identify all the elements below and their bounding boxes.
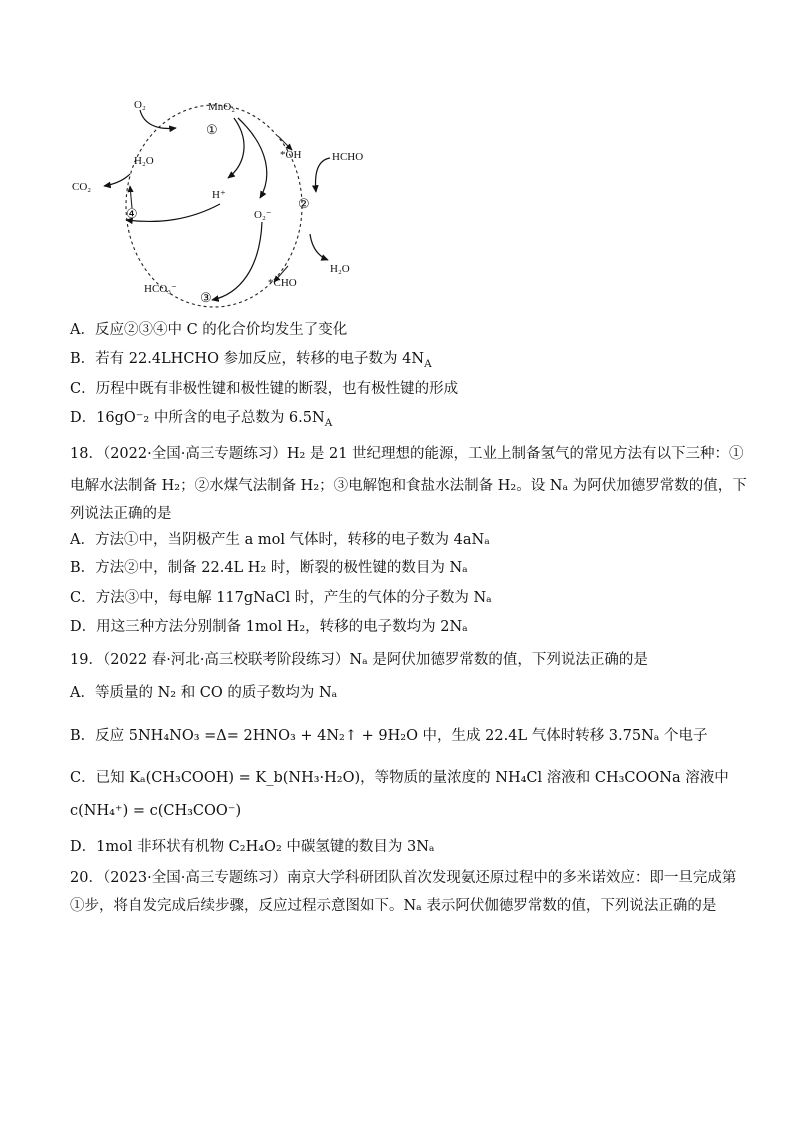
q17-option-d bbox=[70, 408, 332, 428]
q19-option-c-line1: C．已知 Kₐ(CH₃COOH) = K_b(NH₃·H₂O)，等物质的量浓度的 NH₄Cl 溶液和 CH₃COONa 溶液中 bbox=[70, 770, 729, 786]
arrow-o2minus-to-hco3 bbox=[212, 222, 262, 300]
arrow-hplus-to-left bbox=[126, 204, 220, 221]
label-co2: CO₂ bbox=[72, 181, 92, 193]
q17-option-d-sub: A bbox=[324, 416, 333, 429]
label-step3: ③ bbox=[200, 290, 212, 305]
q18-option-c: C．方法③中，每电解 117gNaCl 时，产生的气体的分子数为 Nₐ bbox=[70, 590, 492, 606]
co2-out-arrow bbox=[104, 174, 130, 186]
label-h2o-right: H₂O bbox=[330, 263, 350, 275]
q18-option-d: D．用这三种方法分别制备 1mol H₂，转移的电子数均为 2Nₐ bbox=[70, 619, 468, 635]
label-o2: O₂ bbox=[134, 99, 146, 111]
q18-option-a: A．方法①中，当阴极产生 a mol 气体时，转移的电子数为 4aNₐ bbox=[70, 532, 490, 548]
q19-option-b: B．反应 5NH₄NO₃ =Δ= 2HNO₃ + 4N₂↑ + 9H₂O 中，生成 22.4L 气体时转移 3.75Nₐ 个电子 bbox=[70, 728, 708, 744]
label-oh: *OH bbox=[280, 149, 302, 161]
label-hcho: HCHO bbox=[332, 151, 364, 163]
label-step2: ② bbox=[298, 196, 310, 211]
q17-option-c: C．历程中既有非极性键和极性键的断裂，也有极性键的形成 bbox=[70, 381, 459, 397]
q20-stem-line2: ①步，将自发完成后续步骤，反应过程示意图如下。Nₐ 表示阿伏伽德罗常数的值，下列说法正确的是 bbox=[70, 898, 717, 914]
q18-stem-line2: 电解水法制备 H₂；②水煤气法制备 H₂；③电解饱和食盐水法制备 H₂。设 Nₐ 为阿伏加德罗常数的值，下 bbox=[70, 478, 747, 494]
q19-option-d: D．1mol 非环状有机物 C₂H₄O₂ 中碳氢键的数目为 3Nₐ bbox=[70, 839, 435, 855]
cycle-arrow-left bbox=[130, 186, 132, 208]
q17-option-b-sub: A bbox=[424, 357, 432, 370]
label-step4: ④ bbox=[126, 206, 138, 221]
q18-stem-line1: 18．（2022·全国·高三专题练习）H₂ 是 21 世纪理想的能源，工业上制备氢气的常见方法有以下三种：① bbox=[70, 446, 744, 462]
cycle-arrow-right bbox=[278, 136, 292, 150]
o2-in-arrow bbox=[140, 110, 176, 128]
q17-option-b bbox=[70, 349, 432, 369]
label-cho: *CHO bbox=[268, 277, 297, 289]
h2o-out-arrow bbox=[310, 234, 328, 260]
q20-stem-line1: 20．（2023·全国·高三专题练习）南京大学科研团队首次发现氨还原过程中的多米诺效应：即一旦完成第 bbox=[70, 870, 737, 886]
q19-stem: 19．（2022 春·河北·高三校联考阶段练习）Nₐ 是阿伏加德罗常数的值，下列说法正确的是 bbox=[70, 652, 648, 668]
label-hplus: H⁺ bbox=[212, 189, 226, 201]
q17-option-a: A．反应②③④中 C 的化合价均发生了变化 bbox=[70, 322, 348, 338]
q18-stem-line3: 列说法正确的是 bbox=[70, 506, 172, 522]
arrow-to-hplus bbox=[228, 118, 244, 178]
label-hco3: HCO₃⁻ bbox=[144, 283, 177, 295]
q19-option-c-line2: c(NH₄⁺) = c(CH₃COO⁻) bbox=[70, 803, 242, 819]
reaction-cycle-diagram bbox=[60, 88, 380, 320]
q18-option-b: B．方法②中，制备 22.4L H₂ 时，断裂的极性键的数目为 Nₐ bbox=[70, 560, 468, 576]
label-mno2: MnO₂ bbox=[208, 101, 236, 113]
label-o2minus: O₂⁻ bbox=[254, 209, 272, 221]
label-h2o-top: H₂O bbox=[134, 155, 154, 167]
label-step1: ① bbox=[206, 122, 218, 137]
q17-option-b-text: B．若有 22.4LHCHO 参加反应，转移的电子数为 4N bbox=[70, 351, 425, 367]
hcho-in-arrow bbox=[316, 158, 330, 192]
q19-option-a: A．等质量的 N₂ 和 CO 的质子数均为 Nₐ bbox=[70, 685, 338, 701]
q17-option-d-text: D．16gO⁻₂ 中所含的电子总数为 6.5N bbox=[70, 410, 325, 426]
